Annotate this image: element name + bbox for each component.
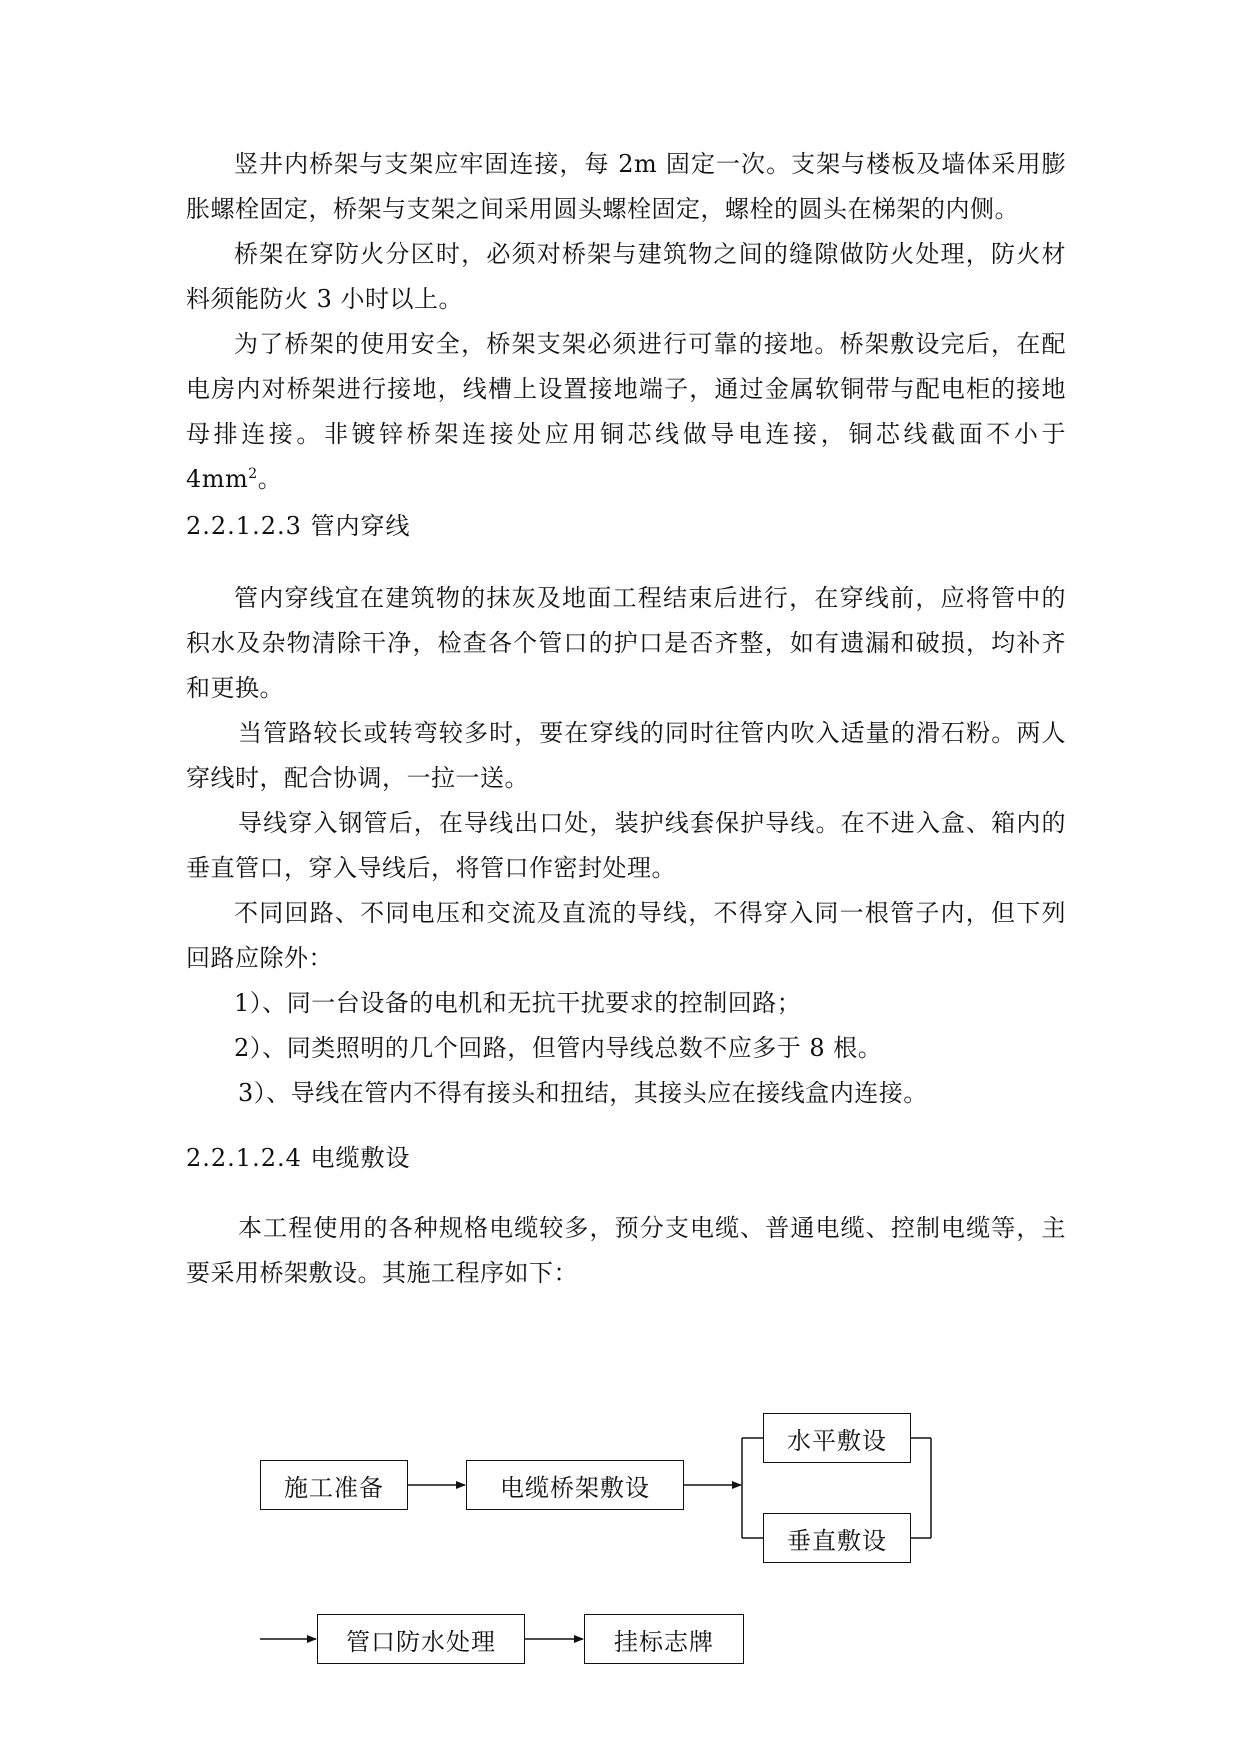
paragraph-wiring-prep: 管内穿线宜在建筑物的抹灰及地面工程结束后进行，在穿线前，应将管中的积水及杂物清除干净，检查各个管口的护口是否齐整，如有遗漏和破损，均补齐和更换。 (186, 584, 1066, 702)
flow-box-horizontal: 水平敷设 (763, 1413, 911, 1463)
flow-box-vertical: 垂直敷设 (763, 1513, 911, 1563)
flow-box-waterproof: 管口防水处理 (317, 1614, 525, 1664)
paragraph-talc-powder: 当管路较长或转弯较多时，要在穿线的同时往管内吹入适量的滑石粉。两人穿线时，配合协调，一拉一送。 (186, 719, 1066, 792)
list-item-1: 1）、同一台设备的电机和无抗干扰要求的控制回路； (234, 989, 802, 1017)
paragraph-grounding-end: 。 (257, 465, 283, 493)
paragraph-cable-intro: 本工程使用的各种规格电缆较多，预分支电缆、普通电缆、控制电缆等，主要采用桥架敷设。其施工程序如下： (186, 1214, 1066, 1287)
flow-box-prep: 施工准备 (260, 1460, 408, 1510)
paragraph-bracket-fixing: 竖井内桥架与支架应牢固连接，每 2m 固定一次。支架与楼板及墙体采用膨胀螺栓固定，桥架与支架之间采用圆头螺栓固定，螺栓的圆头在梯架的内侧。 (186, 150, 1066, 223)
flow-box-tray: 电缆桥架敷设 (466, 1460, 684, 1510)
section-heading-wiring: 2.2.1.2.3 管内穿线 (186, 512, 411, 540)
flow-box-sign: 挂标志牌 (584, 1614, 744, 1664)
paragraph-conduit-sealing: 导线穿入钢管后，在导线出口处，装护线套保护导线。在不进入盒、箱内的垂直管口，穿入导线后，将管口作密封处理。 (186, 809, 1066, 882)
paragraph-fire-compartment: 桥架在穿防火分区时，必须对桥架与建筑物之间的缝隙做防火处理，防火材料须能防火 3 小时以上。 (186, 240, 1066, 313)
paragraph-circuit-separation: 不同回路、不同电压和交流及直流的导线，不得穿入同一根管子内，但下列回路应除外： (186, 899, 1066, 972)
paragraph-grounding (186, 322, 1066, 502)
superscript-two: 2 (248, 466, 258, 482)
section-heading-cable-laying: 2.2.1.2.4 电缆敷设 (186, 1144, 411, 1172)
list-item-3: 3）、导线在管内不得有接头和扭结，其接头应在接线盒内连接。 (238, 1079, 928, 1107)
list-item-2: 2）、同类照明的几个回路，但管内导线总数不应多于 8 根。 (234, 1034, 883, 1062)
paragraph-grounding-text: 为了桥架的使用安全，桥架支架必须进行可靠的接地。桥架敷设完后，在配电房内对桥架进行接地，线槽上设置接地端子，通过金属软铜带与配电柜的接地母排连接。非镀锌桥架连接处应用铜芯线做导电连接，铜芯线截面不小于 4mm (186, 330, 1066, 493)
